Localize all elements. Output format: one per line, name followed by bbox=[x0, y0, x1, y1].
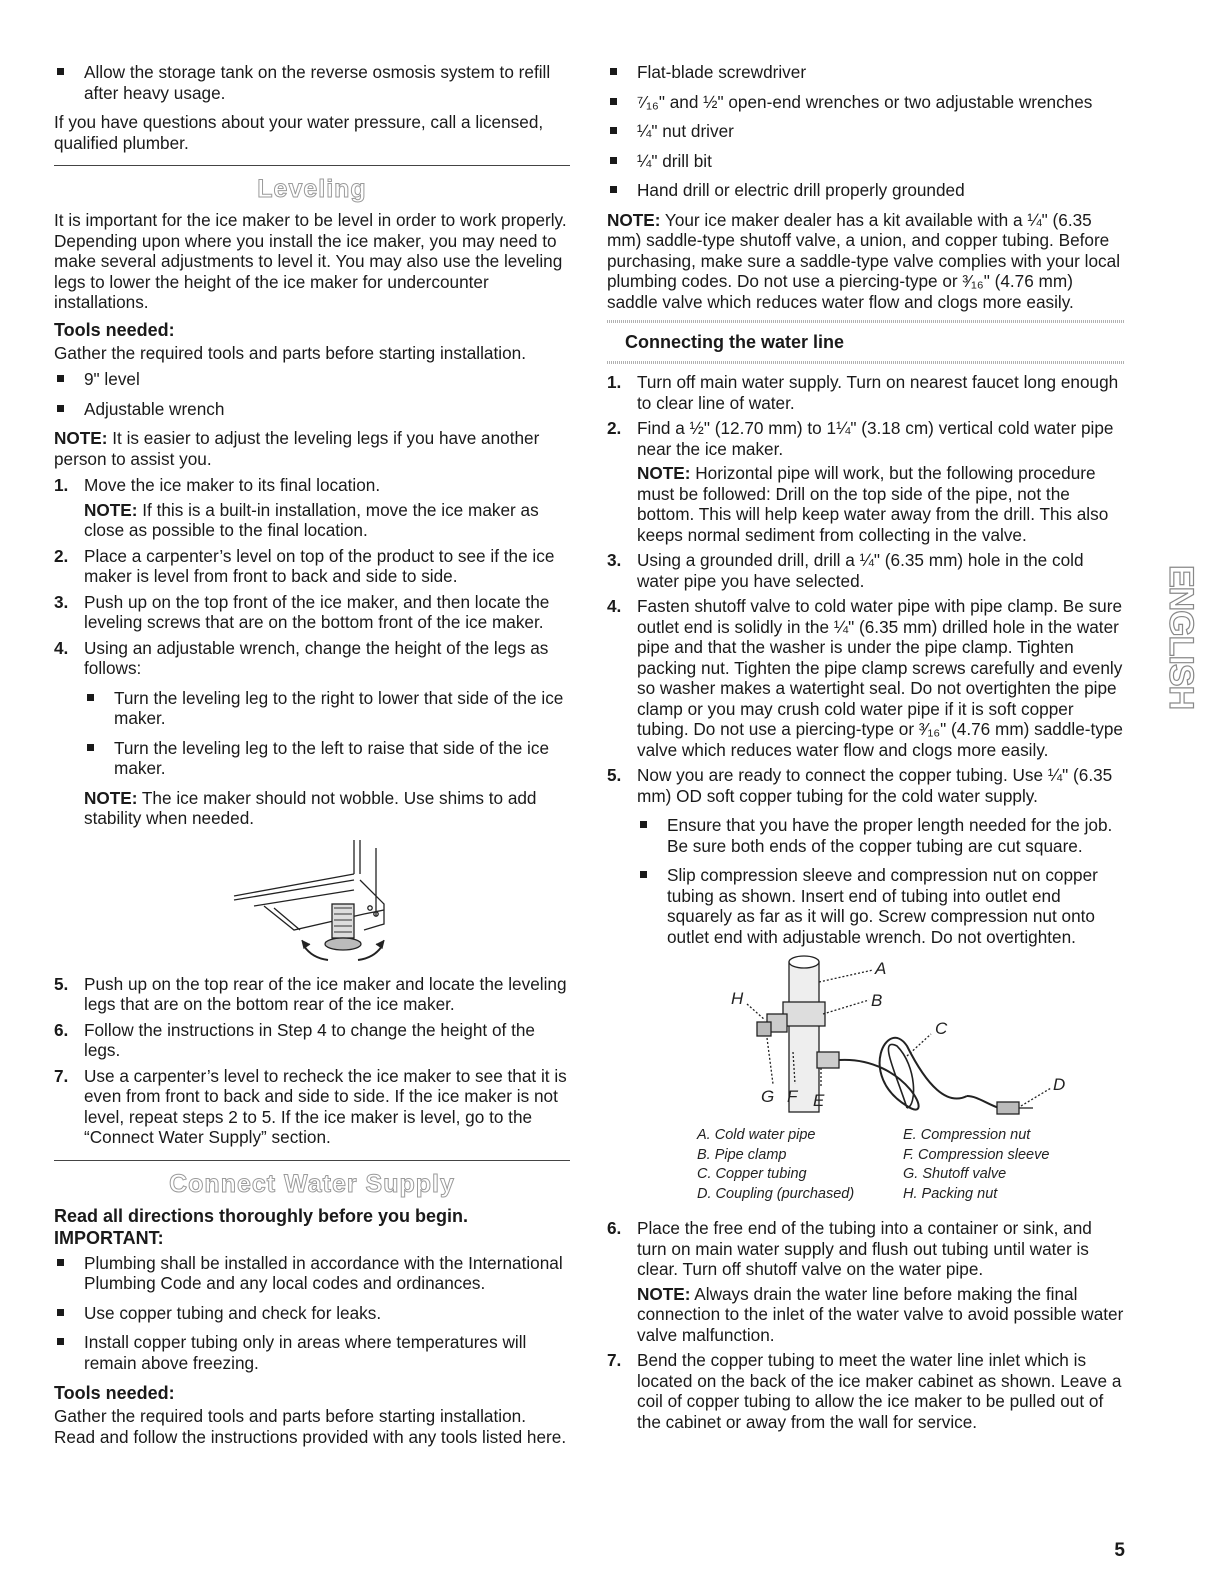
step: 4. Using an adjustable wrench, change the height of the legs as follows: Turn the leveling leg to the right to lower that side of the ice maker. Turn the leveling leg to the left to raise that side of the ice maker. NOTE: The ice maker should not wobble. Use shims to add stability when needed. bbox=[54, 638, 570, 829]
divider bbox=[607, 361, 1125, 364]
paragraph: Gather the required tools and parts before starting installation. Read and follow the instructions provided with any tools listed here. bbox=[54, 1406, 567, 1447]
caption-item: F. Compression sleeve bbox=[903, 1146, 1050, 1163]
list-item: Turn the leveling leg to the left to raise that side of the ice maker. bbox=[84, 738, 570, 779]
divider bbox=[54, 165, 570, 166]
step: 7. Bend the copper tubing to meet the water line inlet which is located on the back of the ice maker cabinet as shown. Leave a coil of copper tubing to allow the ice maker to be pulled out of the cabinet or away from the wall for service. bbox=[607, 1350, 1122, 1432]
list-item: ¼" drill bit bbox=[607, 151, 1125, 172]
label-c: C bbox=[935, 1019, 948, 1038]
paragraph: If you have questions about your water pressure, call a licensed, qualified plumber. bbox=[54, 112, 544, 153]
label-h: H bbox=[731, 989, 744, 1008]
section-title-leveling: Leveling bbox=[257, 175, 367, 203]
step: 4. Fasten shutoff valve to cold water pipe with pipe clamp. Be sure outlet end is solidly in the ¼" (6.35 mm) drilled hole in the water pipe and that the washer is under the pipe clamp. Tighten packing nut. Tighten the pipe clamp screws carefully and evenly so washer makes a watertight seal. Do not overtighten the pipe clamp or you may crush cold water pipe if it is soft copper tubing. Do not use a piercing-type or ³⁄₁₆" (4.76 mm) saddle-type valve which reduces water flow and clogs more easily. bbox=[607, 596, 1123, 760]
read-all-heading: Read all directions thoroughly before you begin. bbox=[54, 1205, 469, 1226]
list-item: Hand drill or electric drill properly grounded bbox=[607, 180, 1125, 201]
step: 3. Using a grounded drill, drill a ¼" (6.35 mm) hole in the cold water pipe you have selected. bbox=[607, 550, 1084, 591]
subheading: Tools needed: bbox=[54, 319, 175, 340]
list-item: Ensure that you have the proper length needed for the job. Be sure both ends of the copper tubing are cut square. bbox=[637, 815, 1125, 856]
label-e: E bbox=[813, 1091, 825, 1110]
list-item: Install copper tubing only in areas where temperatures will remain above freezing. bbox=[54, 1332, 570, 1373]
list-item: Allow the storage tank on the reverse osmosis system to refill after heavy usage. bbox=[54, 62, 570, 103]
step: 6. Follow the instructions in Step 4 to change the height of the legs. bbox=[54, 1019, 535, 1060]
paragraph: Gather the required tools and parts before starting installation. bbox=[54, 342, 526, 363]
list-item: Plumbing shall be installed in accordance with the International Plumbing Code and any local codes and ordinances. bbox=[54, 1253, 570, 1294]
left-column bbox=[54, 62, 570, 1447]
caption-item: H. Packing nut bbox=[903, 1185, 998, 1202]
divider bbox=[54, 1160, 570, 1161]
step: 2. Place a carpenter’s level on top of the product to see if the ice maker is level from front to back and side to side. bbox=[54, 545, 555, 586]
list-item: Adjustable wrench bbox=[54, 399, 570, 420]
important-heading: IMPORTANT: bbox=[54, 1227, 164, 1248]
step: 3. Push up on the top front of the ice maker, and then locate the leveling screws that are on the bottom front of the ice maker. bbox=[54, 591, 550, 632]
side-tab-label: ENGLISH bbox=[1162, 565, 1200, 710]
list-item: 9" level bbox=[54, 369, 570, 390]
step: 7. Use a carpenter’s level to recheck the ice maker to see that it is even from front to back and side to side. If the ice maker is not level, repeat steps 2 to 5. If the ice maker is level, go to the “Connect Water Supply” section. bbox=[54, 1065, 567, 1147]
step: 2. Find a ½" (12.70 mm) to 1¼" (3.18 cm) vertical cold water pipe near the ice maker. NOTE: Horizontal pipe will work, but the following procedure must be followed: Drill on the top side of the pipe, not the bottom. This will help keep water away from the drill. This also keeps normal sediment from collecting in the valve. bbox=[607, 418, 1114, 545]
list-item: Flat-blade screwdriver bbox=[607, 62, 1125, 83]
label-d: D bbox=[1053, 1075, 1066, 1094]
divider bbox=[607, 320, 1125, 323]
caption-item: E. Compression nut bbox=[903, 1127, 1031, 1143]
note: NOTE: Your ice maker dealer has a kit available with a ¼" (6.35 mm) saddle-type shutoff valve, a union, and copper tubing. Before purchasing, make sure a saddle-type valve complies with your local plumbing codes. Do not use a piercing-type or ³⁄₁₆" (4.76 mm) saddle valve which reduces water flow and clogs more easily. bbox=[607, 209, 1121, 312]
caption-item: C. Copper tubing bbox=[697, 1166, 807, 1182]
list-item: ¼" nut driver bbox=[607, 121, 1125, 142]
subheading: Tools needed: bbox=[54, 1383, 175, 1403]
list-item: Use copper tubing and check for leaks. bbox=[54, 1303, 570, 1324]
right-column bbox=[607, 62, 1125, 1437]
step: 1. Turn off main water supply. Turn on nearest faucet long enough to clear line of water. bbox=[607, 372, 1119, 413]
list-item: ⁷⁄₁₆" and ½" open-end wrenches or two adjustable wrenches bbox=[607, 92, 1125, 113]
step: 1. Move the ice maker to its final location. NOTE: If this is a built-in installation, move the ice maker as close as possible to the final location. bbox=[54, 475, 539, 540]
leveling-leg-illustration bbox=[54, 834, 570, 974]
step: 5. Now you are ready to connect the copper tubing. Use ¼" (6.35 mm) OD soft copper tubing for the cold water supply. Ensure that you have the proper length needed for the job. Be sure both ends of the copper tubing are cut square. Slip compression sleeve and compression nut on copper tubing as shown. Insert end of tubing into outlet end squarely as far as it will go. Screw compression nut onto outlet end with adjustable wrench. Do not overtighten. bbox=[607, 765, 1125, 947]
note: NOTE: It is easier to adjust the leveling legs if you have another person to assist you. bbox=[54, 428, 540, 469]
step: 6. Place the free end of the tubing into a container or sink, and turn on main water supply and flush out tubing until water is clear. Turn off shutoff valve on the water pipe. NOTE: Always drain the water line before making the final connection to the inlet of the water valve to avoid possible water valve malfunction. bbox=[607, 1218, 1124, 1345]
water-connection-diagram bbox=[607, 956, 1125, 1126]
caption-item: G. Shutoff valve bbox=[903, 1166, 1007, 1182]
subheading-water-line: Connecting the water line bbox=[625, 332, 845, 352]
label-b: B bbox=[871, 991, 883, 1010]
label-g: G bbox=[761, 1087, 775, 1106]
label-f: F bbox=[787, 1087, 798, 1106]
caption-item: A. Cold water pipe bbox=[697, 1127, 816, 1143]
caption-item: D. Coupling (purchased) bbox=[697, 1185, 855, 1202]
paragraph: It is important for the ice maker to be level in order to work properly. Depending upon where you install the ice maker, you may need to make several adjustments to level it. You may also use the leveling legs to lower the height of the ice maker for undercounter installations. bbox=[54, 210, 567, 312]
page-number: 5 bbox=[1114, 1540, 1125, 1561]
caption-item: B. Pipe clamp bbox=[697, 1146, 787, 1163]
label-a: A bbox=[875, 959, 887, 978]
list-item: Turn the leveling leg to the right to lower that side of the ice maker. bbox=[84, 688, 570, 729]
section-title-connect-water-supply: Connect Water Supply bbox=[169, 1169, 455, 1198]
language-tab bbox=[1150, 565, 1200, 773]
figure-caption bbox=[697, 1126, 1125, 1204]
list-item: Slip compression sleeve and compression nut on copper tubing as shown. Insert end of tubing into outlet end squarely as far as it will go. Screw compression nut onto outlet end with adjustable wrench. Do not overtighten. bbox=[637, 865, 1125, 947]
step: 5. Push up on the top rear of the ice maker and locate the leveling legs that are on the bottom rear of the ice maker. bbox=[54, 973, 567, 1014]
